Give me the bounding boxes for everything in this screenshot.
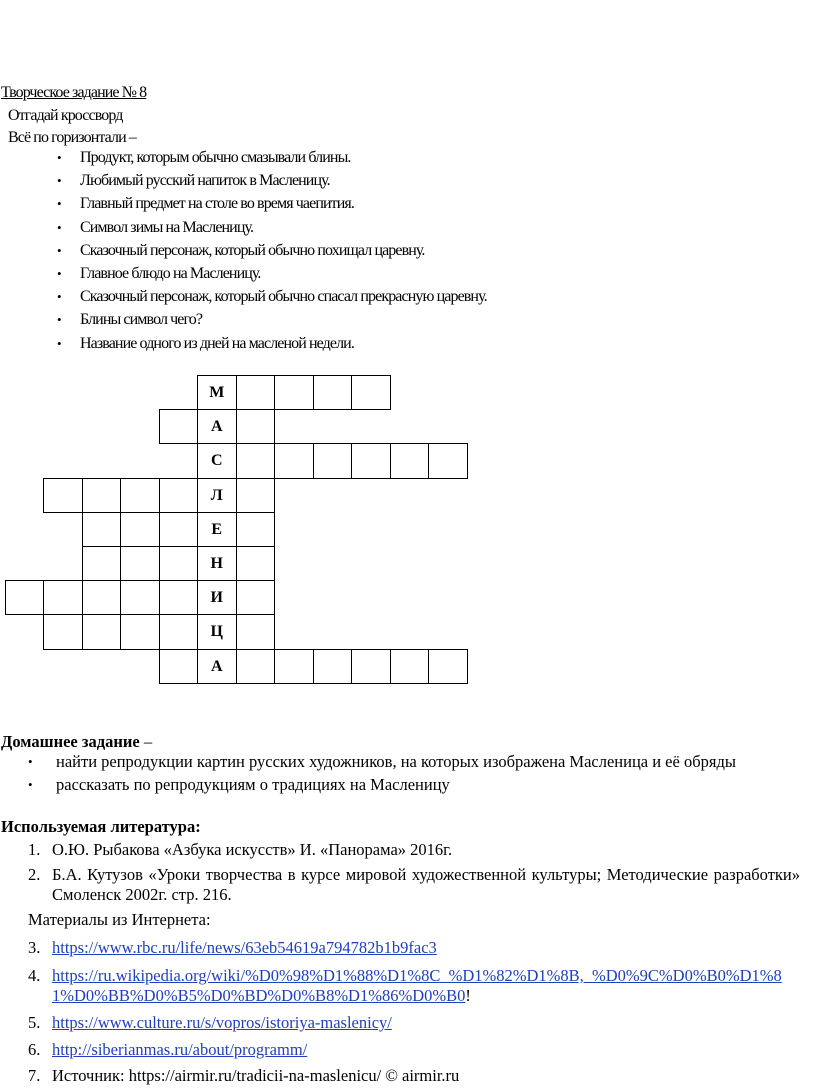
crossword-cell [274,649,314,684]
reference-link[interactable]: https://ru.wikipedia.org/wiki/%D0%98%D1%88%D1%8C_%D1%82%D1%8B,_%D0%9C%D0%B0%D1%81%D0%BB%D0%B5%D0%BD%D0%B8%D1%86%D0%B0 [52,966,782,1005]
crossword-cell [82,512,122,547]
crossword-cell [159,478,199,513]
clue-item: • Любимый русский напиток в Масленицу. [57,172,330,190]
bullet-icon: • [28,777,33,792]
clue-item: • Сказочный персонаж, который обычно похищал царевну. [57,241,425,259]
key-word-letter: Ц [210,623,223,641]
crossword-cell [120,614,160,649]
key-word-letter: А [210,418,223,436]
crossword-cell [120,580,160,615]
crossword-cell [390,649,430,684]
reference-item: 1. О.Ю. Рыбакова «Азбука искусств» И. «Панорама» 2016г. [28,840,453,859]
reference-link[interactable]: http://siberianmas.ru/about/programm/ [52,1040,308,1059]
homework-list [28,752,736,798]
crossword-cell [5,580,45,615]
key-word-letter: И [210,589,223,607]
crossword-cell [120,512,160,547]
crossword-cell [43,478,83,513]
task-title: Творческое задание № 8 [1,84,147,101]
crossword-cell [236,443,276,478]
clue-item: • Название одного из дней на масленой недели. [57,334,354,352]
reference-item: 4. https://ru.wikipedia.org/wiki/%D0%98%D1%88%D1%8C_%D1%82%D1%8B,_%D0%9C%D0%B0%D1%81%D0%BB%D0%B5%D0%BD%D0%B8%D1%86%D0%B0! [28,966,782,1005]
key-word-letter: М [209,384,225,401]
bullet-icon: • [57,289,62,305]
crossword-cell [313,375,353,410]
key-word-letter: Н [210,555,223,572]
clue-item: • Главное блюдо на Масленицу. [57,264,261,282]
key-word-letter: Е [211,520,223,538]
bullet-icon: • [57,335,62,351]
crossword-cell [159,512,199,547]
crossword-cell [82,614,122,649]
homework-heading: Домашнее задание – [1,732,153,751]
crossword-cell [43,580,83,615]
crossword-cell [274,443,314,478]
bullet-icon: • [28,754,33,769]
clue-item: • Главный предмет на столе во время чаепития. [57,195,354,213]
crossword-cell [428,649,468,684]
crossword-cell [82,546,122,581]
crossword-cell [159,546,199,581]
reference-link[interactable]: https://www.rbc.ru/life/news/63eb54619a794782b1b9fac3 [52,938,437,957]
key-word-letter: Л [210,486,223,504]
crossword-cell [236,512,276,547]
crossword-cell [236,580,276,615]
crossword-cell [351,375,391,410]
crossword-cell [274,375,314,410]
crossword-cell [236,478,276,513]
task-direction: Всё по горизонтали – [8,129,136,146]
clue-item: • Символ зимы на Масленицу. [57,218,254,236]
crossword-cell [351,443,391,478]
homework-item: • найти репродукции картин русских художников, на которых изображена Масленица и её обряды [28,752,736,771]
clue-item: • Продукт, которым обычно смазывали блины. [57,149,351,166]
internet-heading: Материалы из Интернета: [28,910,211,929]
crossword-cell [313,443,353,478]
key-word-letter: А [210,657,223,675]
crossword-cell [236,614,276,649]
literature-heading: Используемая литература: [1,817,201,836]
crossword-cell [120,546,160,581]
crossword-cell [390,443,430,478]
reference-item: 5. https://www.culture.ru/s/vopros/istoriya-maslenicy/ [28,1013,392,1032]
reference-item: 6. http://siberianmas.ru/about/programm/ [28,1040,308,1059]
bullet-icon: • [57,219,62,235]
clue-item: • Блины символ чего? [57,311,203,329]
bullet-icon: • [57,150,62,165]
task-subtitle: Отгадай кроссворд [8,107,123,124]
crossword-cell [82,478,122,513]
reference-item: 7. Источник: https://airmir.ru/tradicii-na-maslenicu/ © airmir.ru [28,1066,460,1085]
crossword-cell [351,649,391,684]
bullet-icon: • [57,265,62,281]
reference-item: 3. https://www.rbc.ru/life/news/63eb54619a794782b1b9fac3 [28,938,437,957]
reference-link[interactable]: https://www.culture.ru/s/vopros/istoriya-maslenicy/ [52,1013,392,1032]
crossword-cell [236,546,276,581]
crossword-cell [236,375,276,410]
bullet-icon: • [57,242,62,258]
bullet-icon: • [57,312,62,328]
bullet-icon: • [57,196,62,212]
key-word-letter: С [210,452,223,470]
crossword-cell [43,614,83,649]
crossword-cell [120,478,160,513]
crossword-cell [159,649,199,684]
crossword-cell [236,649,276,684]
crossword-cell [159,409,199,444]
crossword-cell [159,614,199,649]
bullet-icon: • [57,173,62,189]
reference-item: 2. Б.А. Кутузов «Уроки творчества в курсе мировой художественной культуры; Методические разработки» Смоленск 2002г. стр. 216. [28,865,800,904]
crossword-cell [159,580,199,615]
crossword-cell [313,649,353,684]
homework-item: • рассказать по репродукциям о традициях на Масленицу [28,775,450,794]
clue-item: • Сказочный персонаж, который обычно спасал прекрасную царевну. [57,288,487,306]
crossword-cell [82,580,122,615]
crossword-cell [428,443,468,478]
crossword-cell [236,409,276,444]
